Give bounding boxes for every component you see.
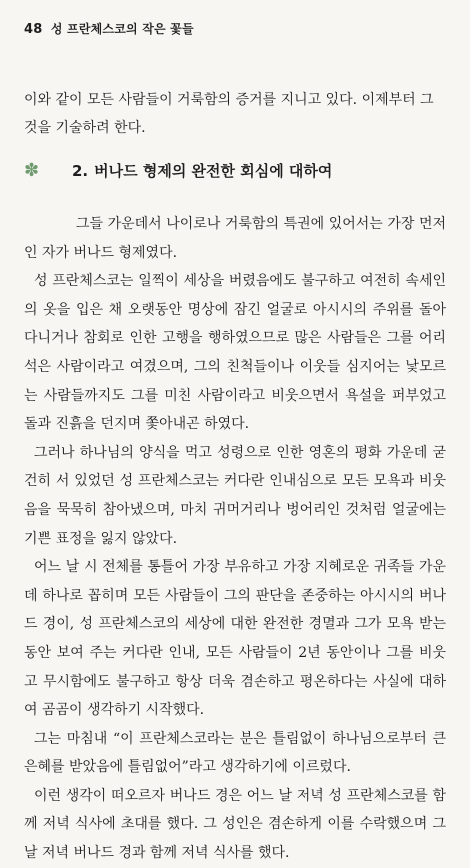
asterisk-icon: ✽ bbox=[24, 160, 40, 181]
book-title: 성 프란체스코의 작은 꽃들 bbox=[50, 22, 194, 36]
page-number: 48 bbox=[24, 22, 43, 37]
body-paragraph: 그는 마침내 “이 프란체스코라는 분은 틀림없이 하나님으로부터 큰 은혜를 받았음에 틀림없어”라고 생각하기에 이르렀다. bbox=[24, 730, 446, 776]
body-paragraph: 이런 생각이 떠오르자 버나드 경은 어느 날 저녁 성 프란체스코를 함께 저녁 식사에 초대를 했다. 그 성인은 겸손하게 이를 수락했으며 그날 저녁 버나드 경과 함께 저녁 식사를 했다. bbox=[24, 787, 446, 862]
section-heading bbox=[24, 160, 446, 181]
body-paragraph: 성 프란체스코는 일찍이 세상을 버렸음에도 불구하고 여전히 속세인의 옷을 입은 채 오랫동안 명상에 잠긴 얼굴로 아시시의 주위를 돌아다니거나 참회로 인한 고행을 행하였으므로 많은 사람들은 그를 어리석은 사람이라고 여겼으며, 그의 친척들이나 이웃들 심지어는 낯모르는 사람들까지도 그를 미친 사람이라고 비웃으면서 욕설을 퍼부었고 돌과 진흙을 던지며 쫓아내곤 하였다. bbox=[24, 273, 446, 433]
section-title: 버나드 형제의 완전한 회심에 대하여 bbox=[94, 162, 333, 180]
body-paragraph: 어느 날 시 전체를 통틀어 가장 부유하고 가장 지혜로운 귀족들 가운데 하나로 꼽히며 모든 사람들이 그의 판단을 존중하는 아시시의 버나드 경이, 성 프란체스코의 세상에 대한 완전한 경멸과 그가 모욕 받는 동안 보여 주는 커다란 인내, 모든 사람들이 2년 동안이나 그를 비웃고 무시함에도 불구하고 항상 더욱 겸손하고 평온하다는 사실에 대하여 곰곰이 생각하기 시작했다. bbox=[24, 559, 446, 719]
body-paragraph: 그러나 하나님의 양식을 먹고 성령으로 인한 영혼의 평화 가운데 굳건히 서 있었던 성 프란체스코는 커다란 인내심으로 모든 모욕과 비웃음을 묵묵히 참아냈으며, 마치 귀머거리나 벙어리인 것처럼 얼굴에는 기쁜 표정을 잃지 않았다. bbox=[24, 444, 446, 547]
intro-paragraph: 이와 같이 모든 사람들이 거룩함의 증거를 지니고 있다. 이제부터 그것을 기술하려 한다. bbox=[24, 92, 434, 136]
body-paragraph: 그들 가운데서 나이로나 거룩함의 특권에 있어서는 가장 먼저인 자가 버나드 형제였다. bbox=[24, 216, 446, 261]
section-number: 2. bbox=[72, 161, 89, 180]
running-header bbox=[24, 20, 446, 37]
section-body bbox=[24, 210, 446, 868]
